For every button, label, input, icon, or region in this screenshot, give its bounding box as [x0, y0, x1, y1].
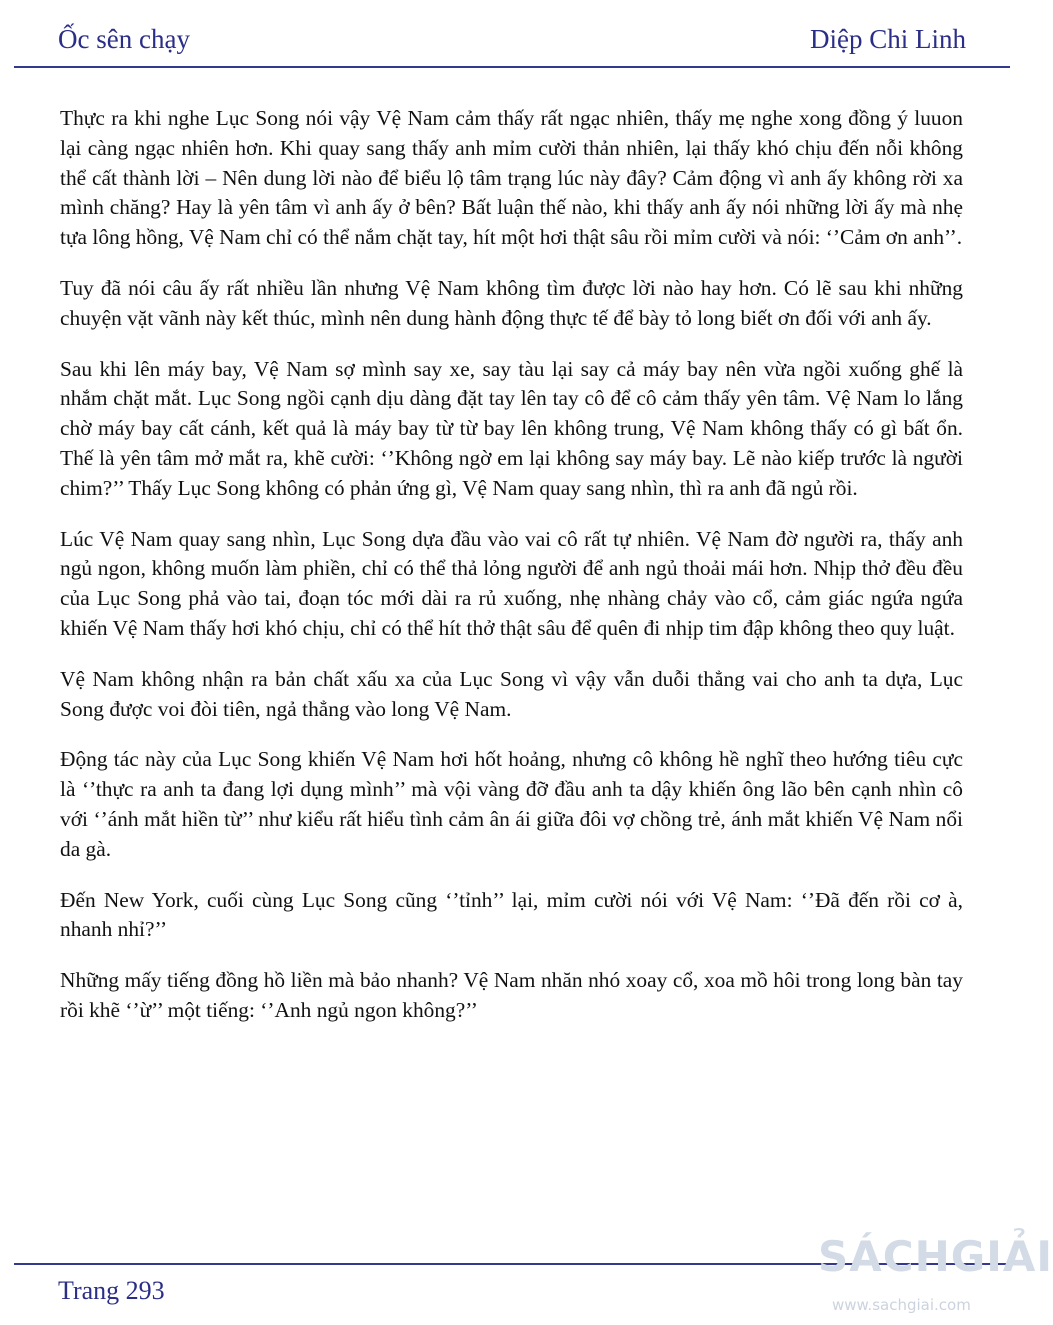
- paragraph: Vệ Nam không nhận ra bản chất xấu xa của Lục Song vì vậy vẫn duỗi thẳng vai cho anh ta dựa, Lục Song được voi đòi tiên, ngả thẳng vào long Vệ Nam.: [60, 666, 963, 721]
- paragraph: Đến New York, cuối cùng Lục Song cũng ‘’tỉnh’’ lại, mỉm cười nói với Vệ Nam: ‘’Đã đến rồi cơ à, nhanh nhỉ?’’: [60, 887, 963, 942]
- watermark-url: www.sachgiai.com: [832, 1296, 971, 1314]
- page-body: [60, 104, 963, 1047]
- paragraph: Sau khi lên máy bay, Vệ Nam sợ mình say xe, say tàu lại say cả máy bay nên vừa ngồi xuống ghế là nhắm chặt mắt. Lục Song ngồi cạnh dịu dàng đặt tay lên tay cô để cô cảm thấy yên tâm. Vệ Nam lo lắng chờ máy bay cất cánh, kết quả là máy bay từ từ bay lên không trung, Vệ Nam không thấy có gì bất ổn. Thế là yên tâm mở mắt ra, khẽ cười: ‘’Không ngờ em lại không say máy bay. Lẽ nào kiếp trước là người chim?’’ Thấy Lục Song không có phản ứng gì, Vệ Nam quay sang nhìn, thì ra anh đã ngủ rồi.: [60, 356, 963, 500]
- author-name: Diệp Chi Linh: [810, 24, 966, 54]
- paragraph: Những mấy tiếng đồng hồ liền mà bảo nhanh? Vệ Nam nhăn nhó xoay cổ, xoa mồ hôi trong long bàn tay rồi khẽ ‘’ừ’’ một tiếng: ‘’Anh ngủ ngon không?’’: [60, 968, 963, 1022]
- book-title: Ốc sên chạy: [58, 24, 190, 54]
- paragraph: Tuy đã nói câu ấy rất nhiều lần nhưng Vệ Nam không tìm được lời nào hay hơn. Có lẽ sau khi những chuyện vặt vãnh này kết thúc, mình nên dung hành động thực tế để bày tỏ long biết ơn đối với anh ấy.: [60, 275, 963, 330]
- paragraph: Thực ra khi nghe Lục Song nói vậy Vệ Nam cảm thấy rất ngạc nhiên, thấy mẹ nghe xong đồng ý luuon lại càng ngạc nhiên hơn. Khi quay sang thấy anh mỉm cười thản nhiên, lại thấy khó chịu đến nỗi không thể cất thành lời – Nên dung lời nào để biểu lộ tâm trạng lúc này đây? Cảm động vì anh ấy không rời xa mình chăng? Hay là yên tâm vì anh ấy ở bên? Bất luận thế nào, khi thấy anh ấy nói những lời ấy mà nhẹ tựa lông hồng, Vệ Nam chỉ có thể nắm chặt tay, hít một hơi thật sâu rồi mỉm cười và nói: ‘’Cảm ơn anh’’.: [60, 106, 963, 250]
- header-divider: [14, 66, 1010, 68]
- paragraph: Lúc Vệ Nam quay sang nhìn, Lục Song dựa đầu vào vai cô rất tự nhiên. Vệ Nam đờ người ra, thấy anh ngủ ngon, không muốn làm phiền, chỉ có thể thả lỏng người để anh ngủ thoải mái hơn. Nhịp thở đều đều của Lục Song phả vào tai, đoạn tóc mới dài ra rủ xuống, nhẹ nhàng chảy vào cổ, cảm giác ngứa ngứa khiến Vệ Nam thấy hơi khó chịu, chỉ có thể hít thở thật sâu để quên đi nhịp tim đập không theo quy luật.: [60, 526, 963, 640]
- page-number: Trang 293: [58, 1276, 165, 1305]
- watermark-logo: SÁCHGIẢI: [818, 1232, 1053, 1281]
- paragraph: Động tác này của Lục Song khiến Vệ Nam hơi hốt hoảng, nhưng cô không hề nghĩ theo hướng tiêu cực là ‘’thực ra anh ta đang lợi dụng mình’’ mà vội vàng đỡ đầu anh ta dậy khiến ông lão bên cạnh nhìn cô với ‘’ánh mắt hiền từ’’ như kiểu rất hiểu tình cảm ân ái giữa đôi vợ chồng trẻ, ánh mắt khiến Vệ Nam nổi da gà.: [60, 747, 963, 861]
